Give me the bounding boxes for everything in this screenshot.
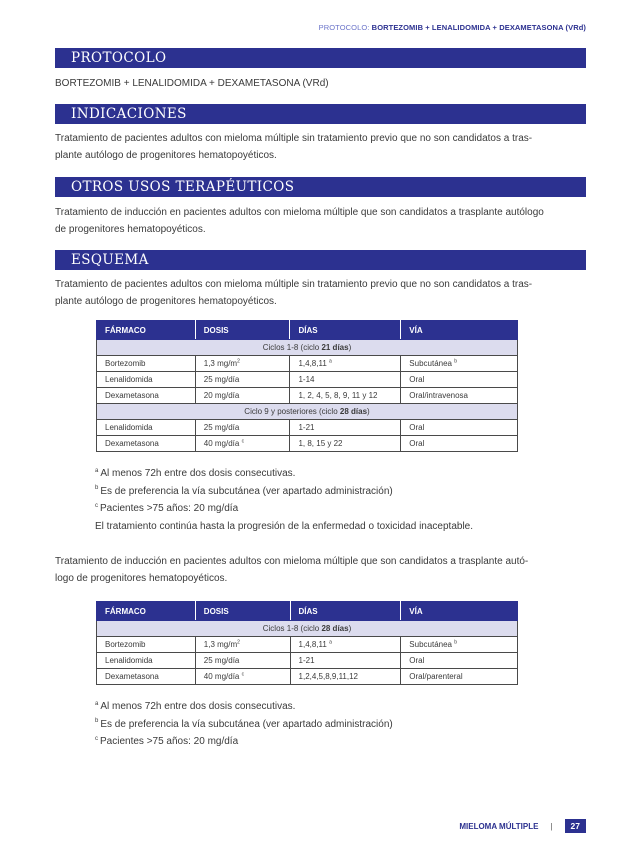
section-title-indicaciones: INDICACIONES	[55, 104, 586, 124]
route-cell: Oral	[401, 420, 518, 436]
days-cell: 1,2,4,5,8,9,11,12	[290, 669, 401, 685]
col-header-dias: DÍAS	[290, 321, 401, 340]
route-cell: Oral	[401, 372, 518, 388]
esquema-line-1: Tratamiento de pacientes adultos con mieloma múltiple sin tratamiento previo que no son candidatos a tras-	[55, 279, 533, 290]
otros-usos-line-1: Tratamiento de inducción en pacientes adultos con mieloma múltiple que son candidatos a trasplante autólogo	[55, 207, 544, 218]
days-cell: 1-21	[290, 420, 401, 436]
table-row	[97, 356, 518, 372]
otros-usos-line-2: de progenitores hematopoyéticos.	[55, 224, 206, 235]
table-2-footnotes	[95, 698, 393, 751]
col-header-farmaco: FÁRMACO	[97, 321, 196, 340]
cycle-row	[97, 404, 518, 420]
scheme-table-2	[96, 601, 518, 685]
cycle-row	[97, 340, 518, 356]
route-cell: Oral	[401, 653, 518, 669]
esquema-line-2: plante autólogo de progenitores hematopoyéticos.	[55, 296, 277, 307]
indicaciones-text	[55, 130, 590, 164]
dose-cell: 25 mg/día	[195, 420, 290, 436]
page-number: 27	[565, 819, 586, 833]
running-header-title: BORTEZOMIB + LENALIDOMIDA + DEXAMETASONA (VRd)	[371, 23, 586, 32]
table-row	[97, 388, 518, 404]
indicaciones-line-1: Tratamiento de pacientes adultos con mieloma múltiple sin tratamiento previo que no son candidatos a tras-	[55, 133, 533, 144]
table-1-footnotes	[95, 465, 473, 535]
days-cell: 1-21	[290, 653, 401, 669]
cycle-row	[97, 621, 518, 637]
induction-text	[55, 553, 590, 587]
dose-cell: 1,3 $mg/m^2$	[195, 356, 290, 372]
drug-cell: Lenalidomida	[97, 372, 196, 388]
section-title-otros-usos: OTROS USOS TERAPÉUTICOS	[55, 177, 586, 197]
indicaciones-line-2: plante autólogo de progenitores hematopoyéticos.	[55, 150, 277, 161]
protocolo-text: BORTEZOMIB + LENALIDOMIDA + DEXAMETASONA (VRd)	[55, 78, 329, 89]
cycle-label: Ciclos 1-8 (ciclo 28 días)	[97, 621, 518, 637]
footer-separator: |	[550, 821, 553, 831]
table-header-row	[97, 602, 518, 621]
induction-line-2: logo de progenitores hematopoyéticos.	[55, 573, 228, 584]
cycle-label: Ciclo 9 y posteriores (ciclo 28 días)	[97, 404, 518, 420]
table-row	[97, 436, 518, 452]
table-header-row	[97, 321, 518, 340]
dose-cell: 25 mg/día	[195, 653, 290, 669]
table-row	[97, 372, 518, 388]
days-cell: 1,4,8,11 $^a$	[290, 637, 401, 653]
route-cell: Subcutánea $^b$	[401, 637, 518, 653]
footnote-a: $^a$ Al menos 72h entre dos dosis consecutivas.	[95, 700, 296, 712]
induction-line-1: Tratamiento de inducción en pacientes adultos con mieloma múltiple que son candidatos a trasplante autó-	[55, 556, 529, 567]
dose-cell: 20 mg/día	[195, 388, 290, 404]
scheme-table-1	[96, 320, 518, 452]
drug-cell: Lenalidomida	[97, 420, 196, 436]
section-title-esquema: ESQUEMA	[55, 250, 586, 270]
dose-cell: 25 mg/día	[195, 372, 290, 388]
running-header	[319, 23, 586, 32]
esquema-text	[55, 276, 590, 310]
table-row	[97, 653, 518, 669]
route-cell: Subcutánea $^b$	[401, 356, 518, 372]
route-cell: Oral/intravenosa	[401, 388, 518, 404]
treatment-duration-note: El tratamiento continúa hasta la progresión de la enfermedad o toxicidad inaceptable.	[95, 520, 474, 532]
drug-cell: Dexametasona	[97, 388, 196, 404]
route-cell: Oral	[401, 436, 518, 452]
days-cell: 1, 2, 4, 5, 8, 9, 11 y 12	[290, 388, 401, 404]
section-title-protocolo: PROTOCOLO	[55, 48, 586, 68]
route-cell: Oral/parenteral	[401, 669, 518, 685]
cycle-label: Ciclos 1-8 (ciclo 21 días)	[97, 340, 518, 356]
drug-cell: Bortezomib	[97, 356, 196, 372]
table-row	[97, 637, 518, 653]
page-footer	[459, 819, 586, 833]
col-header-farmaco: FÁRMACO	[97, 602, 196, 621]
footnote-a: $^a$ Al menos 72h entre dos dosis consecutivas.	[95, 467, 296, 479]
days-cell: 1, 8, 15 y 22	[290, 436, 401, 452]
col-header-dosis: DOSIS	[195, 602, 290, 621]
footnote-c: $^c$ Pacientes >75 años: 20 mg/día	[95, 502, 239, 514]
running-header-prefix: PROTOCOLO:	[318, 23, 372, 32]
days-cell: 1-14	[290, 372, 401, 388]
footnote-c: $^c$ Pacientes >75 años: 20 mg/día	[95, 735, 239, 747]
col-header-dosis: DOSIS	[195, 321, 290, 340]
col-header-dias: DÍAS	[290, 602, 401, 621]
footnote-b: $^b$ Es de preferencia la vía subcutánea (ver apartado administración)	[95, 718, 393, 730]
drug-cell: Lenalidomida	[97, 653, 196, 669]
drug-cell: Dexametasona	[97, 436, 196, 452]
table-row	[97, 420, 518, 436]
days-cell: 1,4,8,11 $^a$	[290, 356, 401, 372]
dose-cell: 40 mg/día $^c$	[195, 669, 290, 685]
footer-section-label: MIELOMA MÚLTIPLE	[459, 821, 539, 831]
drug-cell: Bortezomib	[97, 637, 196, 653]
col-header-via: VÍA	[401, 321, 518, 340]
dose-cell: 1,3 $mg/m^2$	[195, 637, 290, 653]
otros-usos-text	[55, 204, 590, 238]
footnote-b: $^b$ Es de preferencia la vía subcutánea (ver apartado administración)	[95, 485, 393, 497]
table-row	[97, 669, 518, 685]
col-header-via: VÍA	[401, 602, 518, 621]
dose-cell: 40 mg/día $^c$	[195, 436, 290, 452]
drug-cell: Dexametasona	[97, 669, 196, 685]
